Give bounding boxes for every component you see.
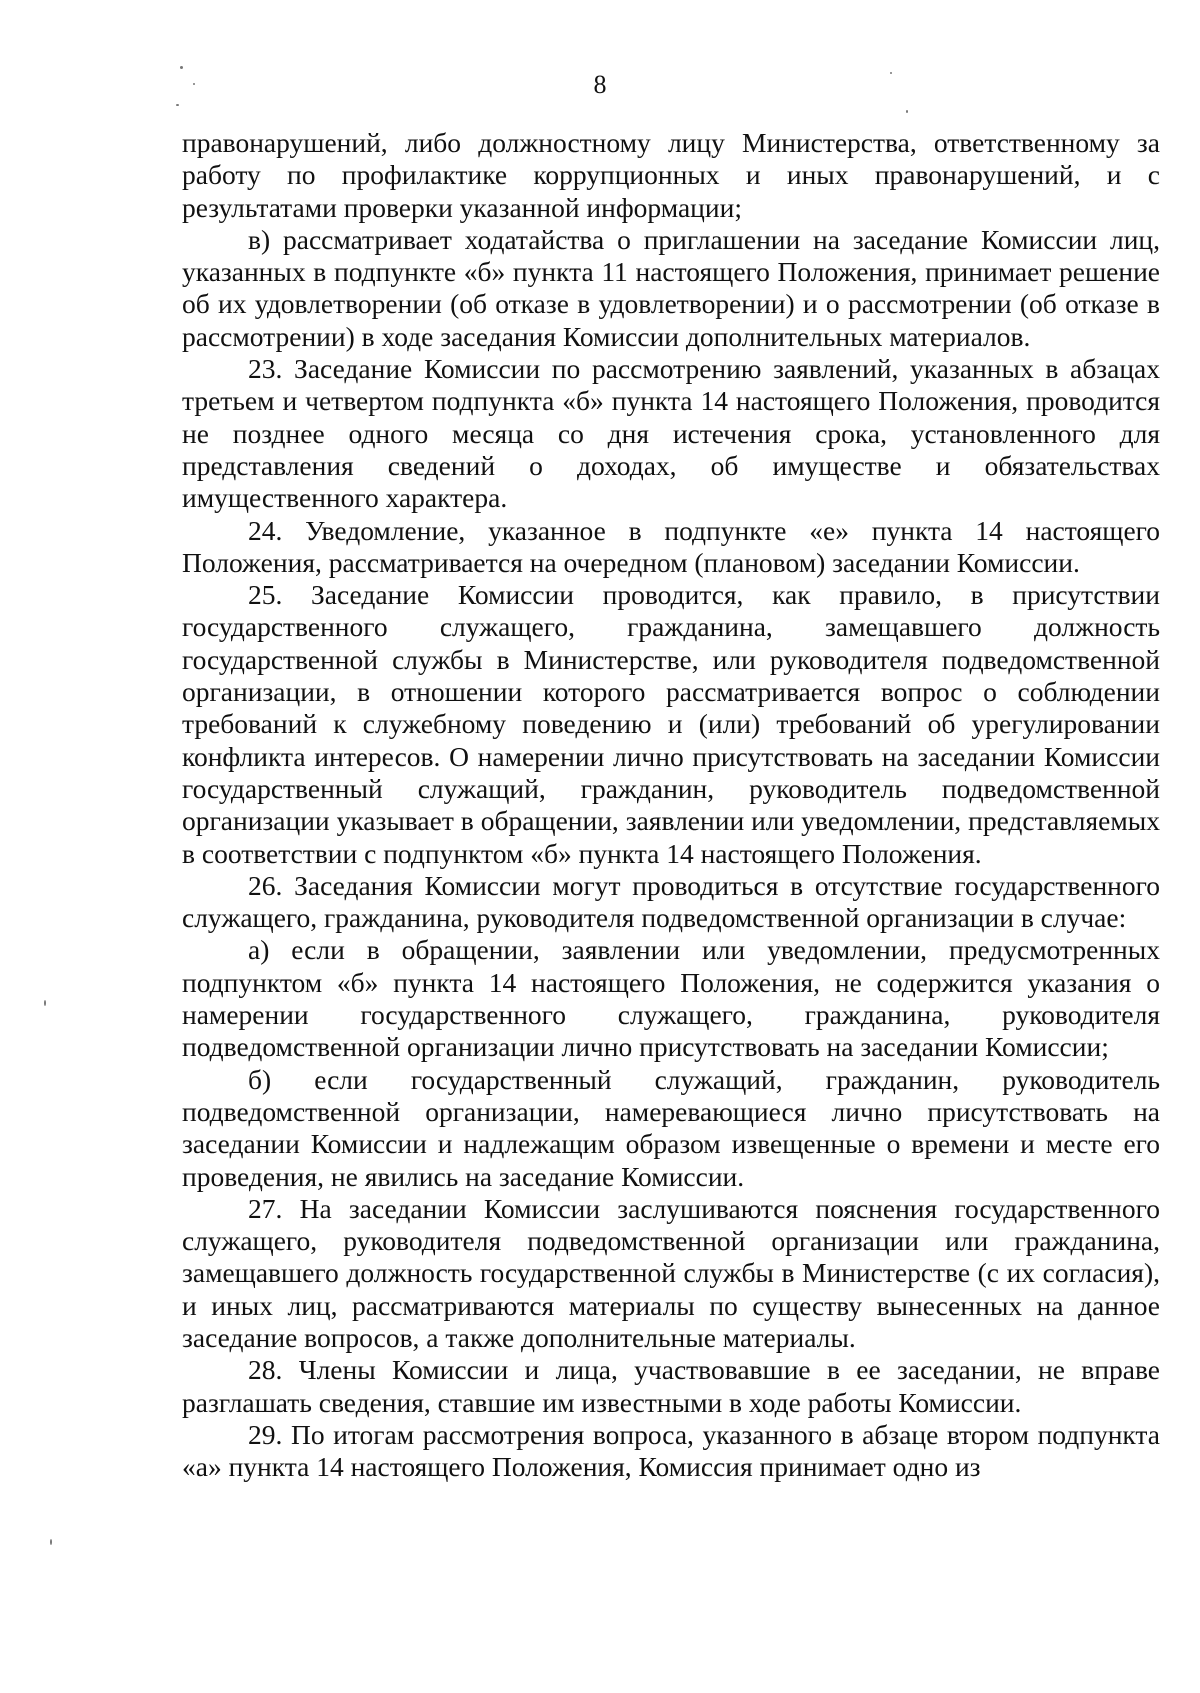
scan-speck [906, 110, 908, 113]
scan-speck [890, 72, 892, 74]
paragraph: 29. По итогам рассмотрения вопроса, указанного в абзаце втором подпункта «а» пункта 14 настоящего Положения, Комиссия принимает одно из [182, 1418, 1160, 1483]
paragraph: 28. Члены Комиссии и лица, участвовавшие в ее заседании, не вправе разглашать сведения, ставшие им известными в ходе работы Комиссии. [182, 1354, 1160, 1418]
paragraph: 24. Уведомление, указанное в подпункте «е» пункта 14 настоящего Положения, рассматривается на очередном (плановом) заседании Комиссии. [182, 514, 1160, 578]
scan-speck [50, 1539, 52, 1545]
document-body [182, 127, 1160, 1483]
paragraph: 26. Заседания Комиссии могут проводиться в отсутствие государственного служащего, гражданина, руководителя подведомственной организации в случае: [182, 869, 1160, 934]
scan-speck [44, 1000, 46, 1006]
paragraph: б) если государственный служащий, гражданин, руководитель подведомственной организации, намеревающиеся лично присутствовать на заседании Комиссии и надлежащим образом извещенные о времени и месте его проведения, не явились на заседание Комиссии. [182, 1063, 1160, 1192]
paragraph: 27. На заседании Комиссии заслушиваются пояснения государственного служащего, руководителя подведомственной организации или гражданина, замещавшего должность государственной службы в Министерстве (с их согласия), и иных лиц, рассматриваются материалы по существу вынесенных на данное заседание вопросов, а также дополнительные материалы. [182, 1192, 1160, 1353]
scan-speck [180, 66, 183, 69]
paragraph: правонарушений, либо должностному лицу Министерства, ответственному за работу по профилактике коррупционных и иных правонарушений, и с результатами проверки указанной информации; [182, 127, 1160, 223]
paragraph: в) рассматривает ходатайства о приглашении на заседание Комиссии лиц, указанных в подпункте «б» пункта 11 настоящего Положения, принимает решение об их удовлетворении (об отказе в удовлетворении) и о рассмотрении (об отказе в рассмотрении) в ходе заседания Комиссии дополнительных материалов. [182, 223, 1160, 352]
paragraph: 23. Заседание Комиссии по рассмотрению заявлений, указанных в абзацах третьем и четвертом подпункта «б» пункта 14 настоящего Положения, проводится не позднее одного месяца со дня истечения срока, установленного для представления сведений о доходах, об имуществе и обязательствах имущественного характера. [182, 353, 1160, 514]
paragraph: а) если в обращении, заявлении или уведомлении, предусмотренных подпунктом «б» пункта 14 настоящего Положения, не содержится указания о намерении государственного служащего, гражданина, руководителя подведомственной организации лично присутствовать на заседании Комиссии; [182, 934, 1160, 1063]
paragraph: 25. Заседание Комиссии проводится, как правило, в присутствии государственного служащего, гражданина, замещавшего должность государственной службы в Министерстве, или руководителя подведомственной организации, в отношении которого рассматривается вопрос о соблюдении требований к служебному поведению и (или) требований об урегулировании конфликта интересов. О намерении лично присутствовать на заседании Комиссии государственный служащий, гражданин, руководитель подведомственной организации указывает в обращении, заявлении или уведомлении, представляемых в соответствии с подпунктом «б» пункта 14 настоящего Положения. [182, 579, 1160, 869]
scan-speck [193, 83, 195, 85]
scan-speck [176, 104, 179, 106]
page-number: 8 [593, 70, 607, 99]
